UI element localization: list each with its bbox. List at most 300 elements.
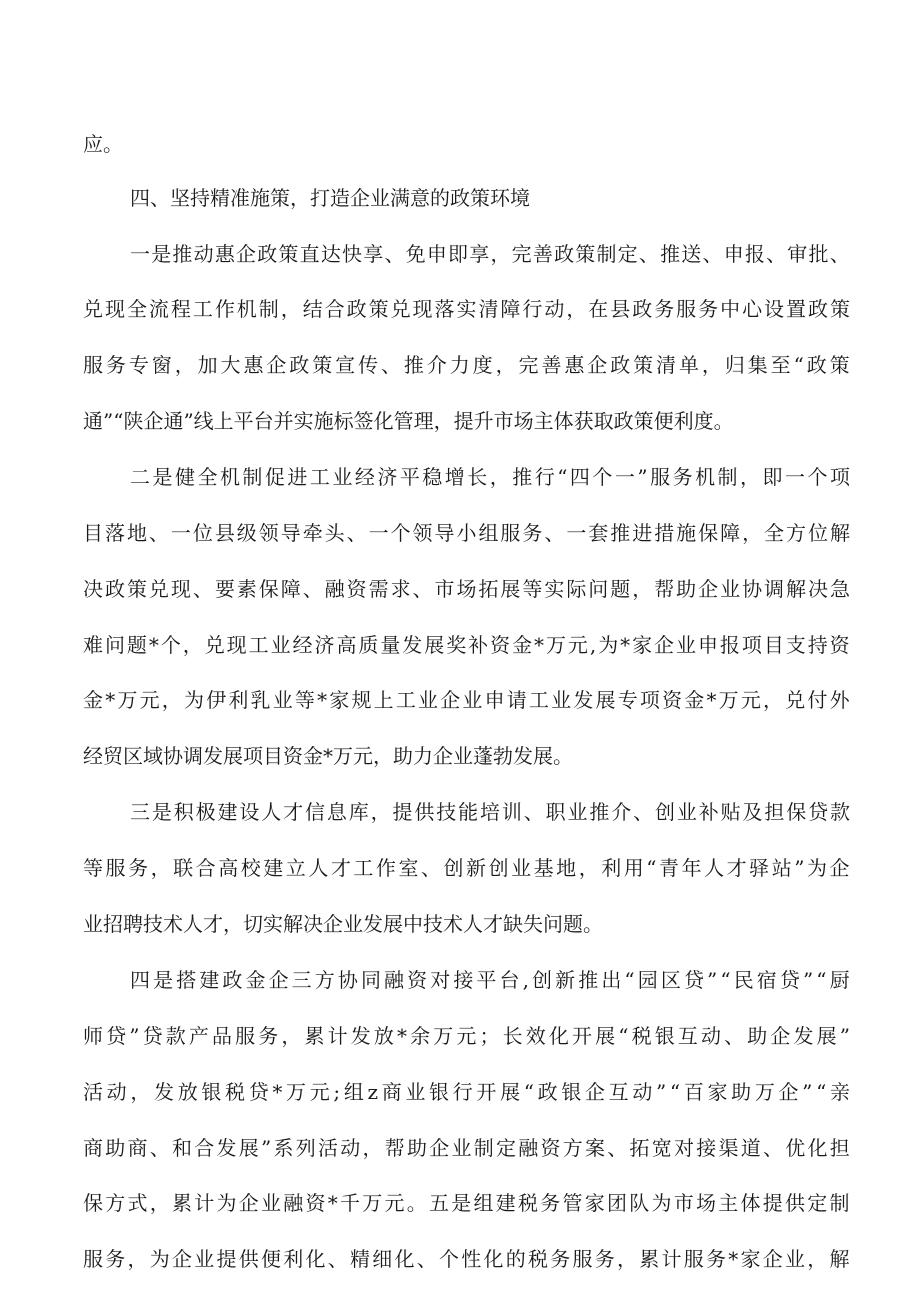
text-char: 免 [405, 242, 426, 266]
text-char: 发 [402, 633, 423, 657]
text-char: 式 [127, 1191, 148, 1215]
text-char: 加 [197, 353, 218, 377]
text-char: 优 [785, 1136, 806, 1160]
text-char: 万 [754, 1080, 775, 1104]
text-char: 放 [177, 1080, 198, 1104]
text-char: 务 [522, 521, 543, 545]
text-char: 贷 [808, 800, 829, 824]
text-char: 、 [638, 242, 659, 266]
text-char: 业 [676, 800, 697, 824]
text-char: ， [701, 353, 722, 377]
text-char: 款 [165, 1024, 186, 1048]
text-char: 业 [270, 633, 291, 657]
text-char: 促 [264, 465, 285, 489]
text-char: 介 [611, 800, 632, 824]
text-char: , [589, 633, 597, 657]
text-char: * [327, 1191, 338, 1215]
text-char: 提 [392, 800, 413, 824]
text-char: 互 [677, 1024, 698, 1048]
text-char: 职 [545, 800, 566, 824]
text-char: 平 [476, 968, 497, 992]
text-char: ， [578, 856, 599, 880]
text-char: 万 [362, 1191, 383, 1215]
text-char: 化 [305, 1247, 326, 1271]
text-char: 人 [704, 856, 725, 880]
text-char: 达 [320, 242, 341, 266]
text-char: 发 [154, 1080, 175, 1104]
text-char: ， [280, 297, 301, 321]
text-char: 组 [473, 1191, 494, 1215]
text-char: 报 [744, 242, 765, 266]
text-char: 定 [617, 242, 638, 266]
text-char: 资 [305, 1191, 326, 1215]
text-char: 融 [324, 577, 345, 601]
text-char: 计 [194, 1191, 215, 1215]
text-char: 专 [617, 688, 638, 712]
text-char: 、 [829, 242, 850, 266]
text-char: 保 [258, 577, 279, 601]
text-char: 素 [236, 577, 257, 601]
text-char: 发 [350, 1024, 371, 1048]
text-char: 是 [151, 800, 172, 824]
text-char: 工 [353, 856, 374, 880]
text-char: 持 [807, 633, 828, 657]
text-char: 济 [314, 633, 335, 657]
text-char: 队 [629, 1191, 650, 1215]
text-char: 用 [623, 856, 644, 880]
text-line [83, 1247, 850, 1271]
text-char: 管 [562, 1191, 583, 1215]
text-char: 领 [258, 521, 279, 545]
text-char: 搭 [176, 968, 197, 992]
text-char: 申 [484, 688, 505, 712]
text-char: 措 [654, 521, 675, 545]
text-char: ， [370, 800, 391, 824]
text-char: 现 [170, 577, 191, 601]
text-char: 家 [329, 688, 350, 712]
text-char: 三 [291, 968, 312, 992]
text-char: 新 [555, 968, 576, 992]
text-char: 资 [662, 688, 683, 712]
text-char: ” [129, 1024, 140, 1048]
text-char: 增 [444, 465, 465, 489]
text-char: “ [793, 353, 804, 377]
text-char: 利 [601, 856, 622, 880]
text-char: 政 [610, 353, 631, 377]
text-char: 合 [195, 856, 216, 880]
text-char: 长 [467, 465, 488, 489]
text-char: 效 [525, 1024, 546, 1048]
text-char: , [522, 968, 529, 992]
text-char: 牵 [302, 521, 323, 545]
text-char: 人 [308, 856, 329, 880]
text-char: 补 [698, 800, 719, 824]
text-char: 行 [534, 465, 555, 489]
text-char: 、 [384, 242, 405, 266]
text-char: 服 [105, 856, 126, 880]
text-char: 健 [174, 465, 195, 489]
text-char: 亲 [829, 1080, 850, 1104]
text-char: 务 [105, 353, 126, 377]
text-char: 室 [398, 856, 419, 880]
text-char: ， [490, 242, 511, 266]
text-char: 贷 [683, 968, 704, 992]
text-char: 、 [416, 1247, 437, 1271]
text-char: 基 [533, 856, 554, 880]
text-char: 策 [633, 353, 654, 377]
text-char: 设 [239, 800, 260, 824]
text-char: 完 [518, 353, 539, 377]
text-char: 一 [785, 465, 805, 489]
text-char: 一 [130, 242, 150, 266]
text-line [83, 1136, 850, 1160]
text-char: 建 [217, 800, 238, 824]
text-char: 难 [83, 633, 103, 657]
text-char: 单 [678, 353, 699, 377]
text-char: 融 [283, 1191, 304, 1215]
text-char: 企 [770, 1024, 791, 1048]
text-char: 、 [192, 577, 213, 601]
text-char: 业 [462, 688, 483, 712]
text-char: 企 [440, 688, 461, 712]
text-char: 问 [588, 577, 609, 601]
text-char: ， [740, 465, 761, 489]
text-char: 申 [697, 633, 718, 657]
text-char: 万 [545, 633, 566, 657]
text-char: 完 [511, 242, 532, 266]
text-char: 企 [829, 856, 850, 880]
text-char: 济 [377, 465, 398, 489]
text-char: 展 [500, 1080, 521, 1104]
text-char: 清 [478, 297, 499, 321]
text-char: 集 [747, 353, 768, 377]
text-char: 方 [314, 968, 335, 992]
text-char: 的 [505, 1247, 526, 1271]
text-char: 套 [588, 521, 609, 545]
text-char: 、 [633, 800, 654, 824]
text-char: 即 [448, 242, 469, 266]
text-char: 贷 [106, 1024, 127, 1048]
text-char: 企 [429, 1136, 450, 1160]
text-char: 性 [461, 1247, 482, 1271]
text-char: ” [261, 1136, 272, 1160]
text-char: 位 [192, 521, 213, 545]
text-char: 兑 [83, 297, 103, 321]
text-char: 大 [220, 353, 241, 377]
text-line [83, 1080, 850, 1104]
text-char: 贷 [248, 1080, 269, 1104]
text-char: 组 [478, 521, 499, 545]
text-char: 台 [499, 968, 520, 992]
text-char: 保 [698, 521, 719, 545]
text-char: ， [566, 297, 587, 321]
text-char: 报 [719, 633, 740, 657]
text-char: 策 [278, 242, 299, 266]
text-char: 长 [502, 1024, 523, 1048]
text-char: 推 [512, 465, 533, 489]
text-char: 、 [766, 242, 787, 266]
text-char: 担 [829, 1136, 850, 1160]
text-char: 落 [434, 297, 455, 321]
text-char: 商 [83, 1136, 103, 1160]
text-char: 元 [139, 688, 160, 712]
text-char: 渠 [718, 1136, 739, 1160]
text-char: 企 [268, 968, 289, 992]
text-char: 行 [452, 1080, 473, 1104]
text-char: 高 [336, 633, 357, 657]
text-char: 训 [501, 800, 522, 824]
text-char: 流 [148, 297, 169, 321]
text-char: 质 [358, 633, 379, 657]
text-char: 资 [490, 633, 511, 657]
text-char: 、 [346, 521, 367, 545]
text-char: 银 [429, 1080, 450, 1104]
text-char: 项 [741, 633, 762, 657]
text-char: 际 [566, 577, 587, 601]
text-char: 窗 [151, 353, 172, 377]
text-char: 决 [807, 577, 828, 601]
text-char: 至 [770, 353, 791, 377]
text-char: 高 [218, 856, 239, 880]
text-char: 目 [83, 521, 103, 545]
text-char: 伊 [206, 688, 227, 712]
text-char: 银 [654, 1024, 675, 1048]
text-char: “ [720, 968, 731, 992]
text-char: 务 [550, 1247, 571, 1271]
text-line [130, 465, 850, 489]
text-char: 道 [740, 1136, 761, 1160]
text-char: 利 [283, 1247, 304, 1271]
text-char: ; [333, 1080, 341, 1104]
text-char: 建 [199, 968, 220, 992]
text-char: 放 [373, 1024, 394, 1048]
text-char: 助 [676, 577, 697, 601]
text-char: 审 [787, 242, 808, 266]
text-char: 驿 [749, 856, 770, 880]
text-char: 乳 [250, 688, 271, 712]
text-char: * [105, 688, 116, 712]
text-char: 便 [261, 1247, 281, 1271]
text-char: 建 [263, 856, 284, 880]
text-char: 组 [343, 1080, 364, 1104]
text-char: 领 [412, 521, 433, 545]
text-char: 推 [660, 242, 681, 266]
text-char: “ [646, 856, 657, 880]
text-line [83, 521, 850, 545]
text-char: 展 [238, 1136, 259, 1160]
text-char: 帮 [654, 577, 675, 601]
text-char: 企 [584, 1080, 605, 1104]
text-char: 直 [299, 242, 320, 266]
text-char: 兑 [148, 577, 169, 601]
text-char: 个 [439, 1247, 459, 1271]
text-char: 精 [350, 1247, 370, 1271]
text-char: 兑 [204, 633, 225, 657]
text-char: 互 [608, 1080, 629, 1104]
text-char: 现 [104, 297, 125, 321]
text-char: * [317, 688, 328, 712]
text-char: 制 [473, 1136, 494, 1160]
text-char: 惠 [243, 353, 264, 377]
text-char: 在 [588, 297, 609, 321]
text-char: 资 [407, 968, 428, 992]
text-char: 业 [551, 688, 572, 712]
text-char: 经 [292, 633, 313, 657]
text-char: 外 [829, 688, 850, 712]
text-char: “ [624, 968, 635, 992]
text-char: ， [149, 1191, 170, 1215]
text-char: 动 [544, 297, 565, 321]
text-char: 才 [283, 800, 304, 824]
text-char: 决 [83, 577, 103, 601]
text-char: 千 [340, 1191, 360, 1215]
text-char: 送 [681, 242, 702, 266]
text-char: 置 [786, 297, 806, 321]
text-char: 、 [380, 353, 401, 377]
text-char: 务 [706, 1247, 726, 1271]
text-char: 为 [651, 1191, 672, 1215]
text-char: 个 [592, 465, 613, 489]
text-char: 求 [390, 577, 411, 601]
text-char: 接 [696, 1136, 717, 1160]
text-char: 及 [742, 800, 763, 824]
text-line [83, 1191, 850, 1215]
text-char: 化 [548, 1024, 569, 1048]
text-char: ， [161, 688, 182, 712]
text-char: 和 [172, 1136, 192, 1160]
text-char: 立 [285, 856, 306, 880]
text-char: 工 [248, 633, 269, 657]
text-char: 、 [302, 577, 323, 601]
text-char: 支 [785, 633, 806, 657]
text-char: ， [130, 1080, 151, 1104]
text-char: 进 [632, 521, 653, 545]
text-line [83, 633, 850, 657]
text-char: 享 [469, 242, 490, 266]
text-char: 校 [240, 856, 261, 880]
text-char: 、 [724, 1024, 745, 1048]
text-char: 方 [105, 1191, 126, 1215]
text-char: 业 [720, 577, 741, 601]
text-char: 列 [295, 1136, 316, 1160]
text-char: 是 [151, 242, 172, 266]
text-char: 税 [528, 1247, 548, 1271]
text-char: 、 [523, 800, 544, 824]
text-line: 通”“陕企通”线上平台并实施标签化管理，提升市场主体获取政策便利度。 [83, 409, 734, 433]
text-char: * [272, 1080, 283, 1104]
text-line [130, 242, 850, 266]
text-char: 推 [172, 242, 193, 266]
text-char: 政 [257, 242, 278, 266]
text-char: * [620, 633, 631, 657]
text-char: 家 [707, 1080, 728, 1104]
text-char: 现 [226, 633, 247, 657]
text-char: 市 [434, 577, 455, 601]
text-char: 实 [544, 577, 565, 601]
text-char: 务 [698, 297, 719, 321]
text-char: ， [150, 856, 171, 880]
text-char: 上 [373, 688, 394, 712]
text-char: 积 [173, 800, 194, 824]
text-char: 申 [426, 242, 447, 266]
text-char: 一 [170, 521, 191, 545]
text-char: ” [656, 1080, 667, 1104]
text-char: 归 [724, 353, 745, 377]
text-char: “ [816, 968, 827, 992]
text-char: 题 [126, 633, 147, 657]
text-char: 服 [572, 1247, 593, 1271]
text-char: 、 [607, 1136, 628, 1160]
text-char: 化 [807, 1136, 828, 1160]
text-char: 补 [468, 633, 489, 657]
text-char: 融 [518, 1136, 539, 1160]
text-char: 业 [194, 1247, 215, 1271]
text-line [83, 1024, 850, 1048]
text-char: 心 [742, 297, 763, 321]
text-char: ； [479, 1024, 500, 1048]
text-char: 融 [384, 968, 405, 992]
text-char: 贷 [142, 1024, 163, 1048]
text-char: 解 [829, 521, 850, 545]
text-char: ， [632, 577, 653, 601]
text-char: 解 [786, 577, 806, 601]
text-char: 务 [672, 465, 693, 489]
text-char: 万 [286, 1080, 307, 1104]
text-char: 动 [193, 242, 214, 266]
text-line: 经贸区域协调发展项目资金*万元，助力企业蓬勃发展。 [83, 744, 573, 768]
text-char: 工 [395, 688, 416, 712]
text-char: 四 [130, 968, 150, 992]
text-char: 发 [573, 688, 594, 712]
text-char: 、 [148, 521, 169, 545]
text-char: 务 [594, 1247, 615, 1271]
text-char: 协 [742, 577, 763, 601]
text-char: ” [802, 1080, 813, 1104]
text-char: 障 [720, 521, 741, 545]
text-char: 推 [578, 968, 599, 992]
text-char: 政 [289, 353, 310, 377]
text-char: 一 [566, 521, 587, 545]
text-char: 平 [399, 465, 420, 489]
text-char: 策 [126, 577, 147, 601]
text-char: 园 [637, 968, 658, 992]
text-char: 问 [104, 633, 125, 657]
text-char: 资 [346, 577, 367, 601]
text-char: 库 [348, 800, 369, 824]
text-char: 利 [228, 688, 249, 712]
text-char: 三 [130, 800, 150, 824]
text-char: 合 [194, 1136, 215, 1160]
text-char: ” [637, 465, 648, 489]
text-char: 导 [434, 521, 455, 545]
text-char: 全 [764, 521, 785, 545]
text-char: ， [281, 1024, 302, 1048]
text-char: 请 [506, 688, 527, 712]
text-char: “ [816, 1080, 827, 1104]
text-char: 计 [661, 1247, 682, 1271]
text-char: 业 [405, 1080, 426, 1104]
text-char: ， [617, 1247, 637, 1271]
section-heading: 四、坚持精准施策，打造企业满意的政策环境 [130, 186, 530, 210]
text-char: 年 [681, 856, 702, 880]
text-char: 化 [483, 1247, 504, 1271]
text-char: 机 [219, 465, 240, 489]
text-char: 金 [245, 968, 266, 992]
text-char: 万 [718, 688, 739, 712]
text-char: 贷 [779, 968, 800, 992]
text-char: 万 [117, 688, 138, 712]
text-char: 金 [83, 688, 103, 712]
